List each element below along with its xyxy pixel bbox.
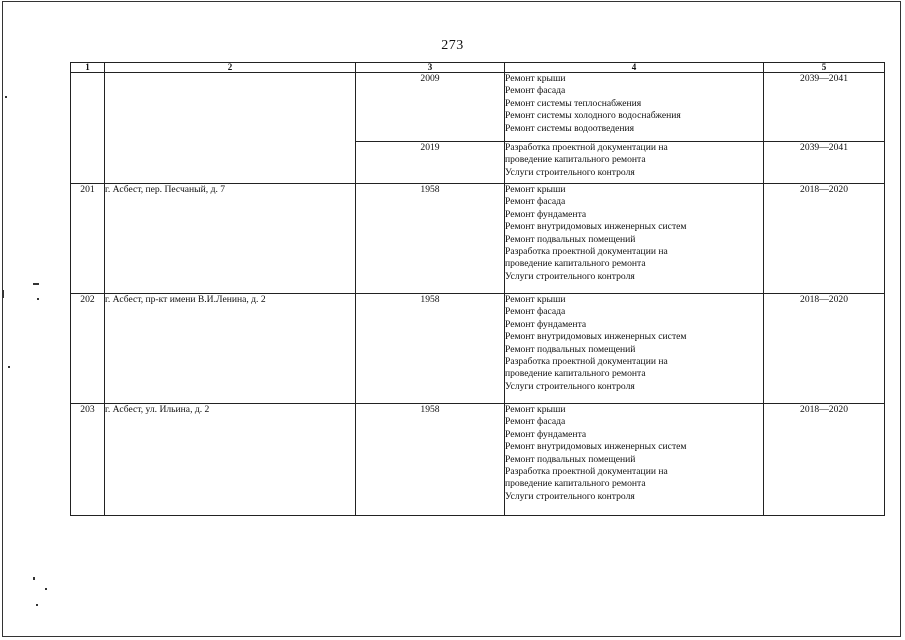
work-item: Разработка проектной документации на: [505, 466, 668, 478]
work-item: проведение капитального ремонта: [505, 258, 646, 270]
scan-speck: [33, 577, 35, 580]
works-cell: [505, 404, 764, 516]
column-header: 3: [356, 63, 505, 73]
work-item: Разработка проектной документации на: [505, 356, 668, 368]
table-row: [71, 404, 885, 516]
work-item: Ремонт фундамента: [505, 318, 587, 330]
work-item: проведение капитального ремонта: [505, 154, 646, 166]
table-row: [71, 294, 885, 404]
scan-speck: [36, 604, 38, 606]
work-item: Ремонт фасада: [505, 85, 566, 97]
column-header: 2: [105, 63, 356, 73]
work-item: Ремонт крыши: [505, 404, 566, 415]
row-number-cell: 202: [71, 294, 105, 404]
address-cell: г. Асбест, пер. Песчаный, д. 7: [105, 184, 356, 294]
row-number-cell: [71, 73, 105, 184]
scan-speck: [33, 283, 39, 285]
work-item: Ремонт внутридомовых инженерных систем: [505, 441, 687, 453]
works-cell: [505, 142, 764, 184]
scan-speck: [45, 588, 47, 590]
scan-speck: [5, 96, 7, 98]
address-cell: г. Асбест, ул. Ильина, д. 2: [105, 404, 356, 516]
period-cell: 2039—2041: [764, 73, 885, 142]
column-header: 1: [71, 63, 105, 73]
work-item: Ремонт фасада: [505, 306, 566, 318]
works-cell: [505, 294, 764, 404]
works-cell: [505, 184, 764, 294]
work-item: Ремонт системы теплоснабжения: [505, 97, 642, 109]
period-cell: 2039—2041: [764, 142, 885, 184]
work-item: Ремонт фундамента: [505, 208, 587, 220]
address-cell: [105, 73, 356, 184]
scan-speck: [37, 298, 39, 300]
work-item: проведение капитального ремонта: [505, 368, 646, 380]
page-number: 273: [441, 38, 464, 53]
work-item: Ремонт крыши: [505, 294, 566, 305]
year-cell: 1958: [356, 184, 505, 294]
work-item: Услуги строительного контроля: [505, 270, 635, 282]
column-header: 5: [764, 63, 885, 73]
work-item: Ремонт подвальных помещений: [505, 343, 636, 355]
row-number-cell: 201: [71, 184, 105, 294]
table-header-row: [71, 63, 885, 73]
work-item: Ремонт крыши: [505, 73, 566, 84]
work-item: Услуги строительного контроля: [505, 166, 635, 178]
period-cell: 2018—2020: [764, 184, 885, 294]
column-header: 4: [505, 63, 764, 73]
work-item: Ремонт фундамента: [505, 428, 587, 440]
work-item: Ремонт системы водоотведения: [505, 122, 635, 134]
works-cell: [505, 73, 764, 142]
table-row: [71, 184, 885, 294]
address-cell: г. Асбест, пр-кт имени В.И.Ленина, д. 2: [105, 294, 356, 404]
work-item: Ремонт внутридомовых инженерных систем: [505, 221, 687, 233]
work-item: Услуги строительного контроля: [505, 490, 635, 502]
table-row: [71, 73, 885, 142]
row-number-cell: 203: [71, 404, 105, 516]
period-cell: 2018—2020: [764, 404, 885, 516]
work-item: проведение капитального ремонта: [505, 478, 646, 490]
work-item: Разработка проектной документации на: [505, 246, 668, 258]
work-item: Ремонт подвальных помещений: [505, 453, 636, 465]
work-item: Разработка проектной документации на: [505, 142, 668, 153]
work-item: Ремонт системы холодного водоснабжения: [505, 110, 681, 122]
work-item: Услуги строительного контроля: [505, 380, 635, 392]
work-item: Ремонт фасада: [505, 196, 566, 208]
year-cell: 2009: [356, 73, 505, 142]
work-item: Ремонт подвальных помещений: [505, 233, 636, 245]
work-item: Ремонт внутридомовых инженерных систем: [505, 331, 687, 343]
year-cell: 1958: [356, 404, 505, 516]
year-cell: 1958: [356, 294, 505, 404]
scan-speck: [2, 290, 4, 298]
year-cell: 2019: [356, 142, 505, 184]
work-item: Ремонт фасада: [505, 416, 566, 428]
repair-schedule-table: [70, 62, 885, 516]
scan-speck: [8, 366, 10, 368]
period-cell: 2018—2020: [764, 294, 885, 404]
work-item: Ремонт крыши: [505, 184, 566, 195]
